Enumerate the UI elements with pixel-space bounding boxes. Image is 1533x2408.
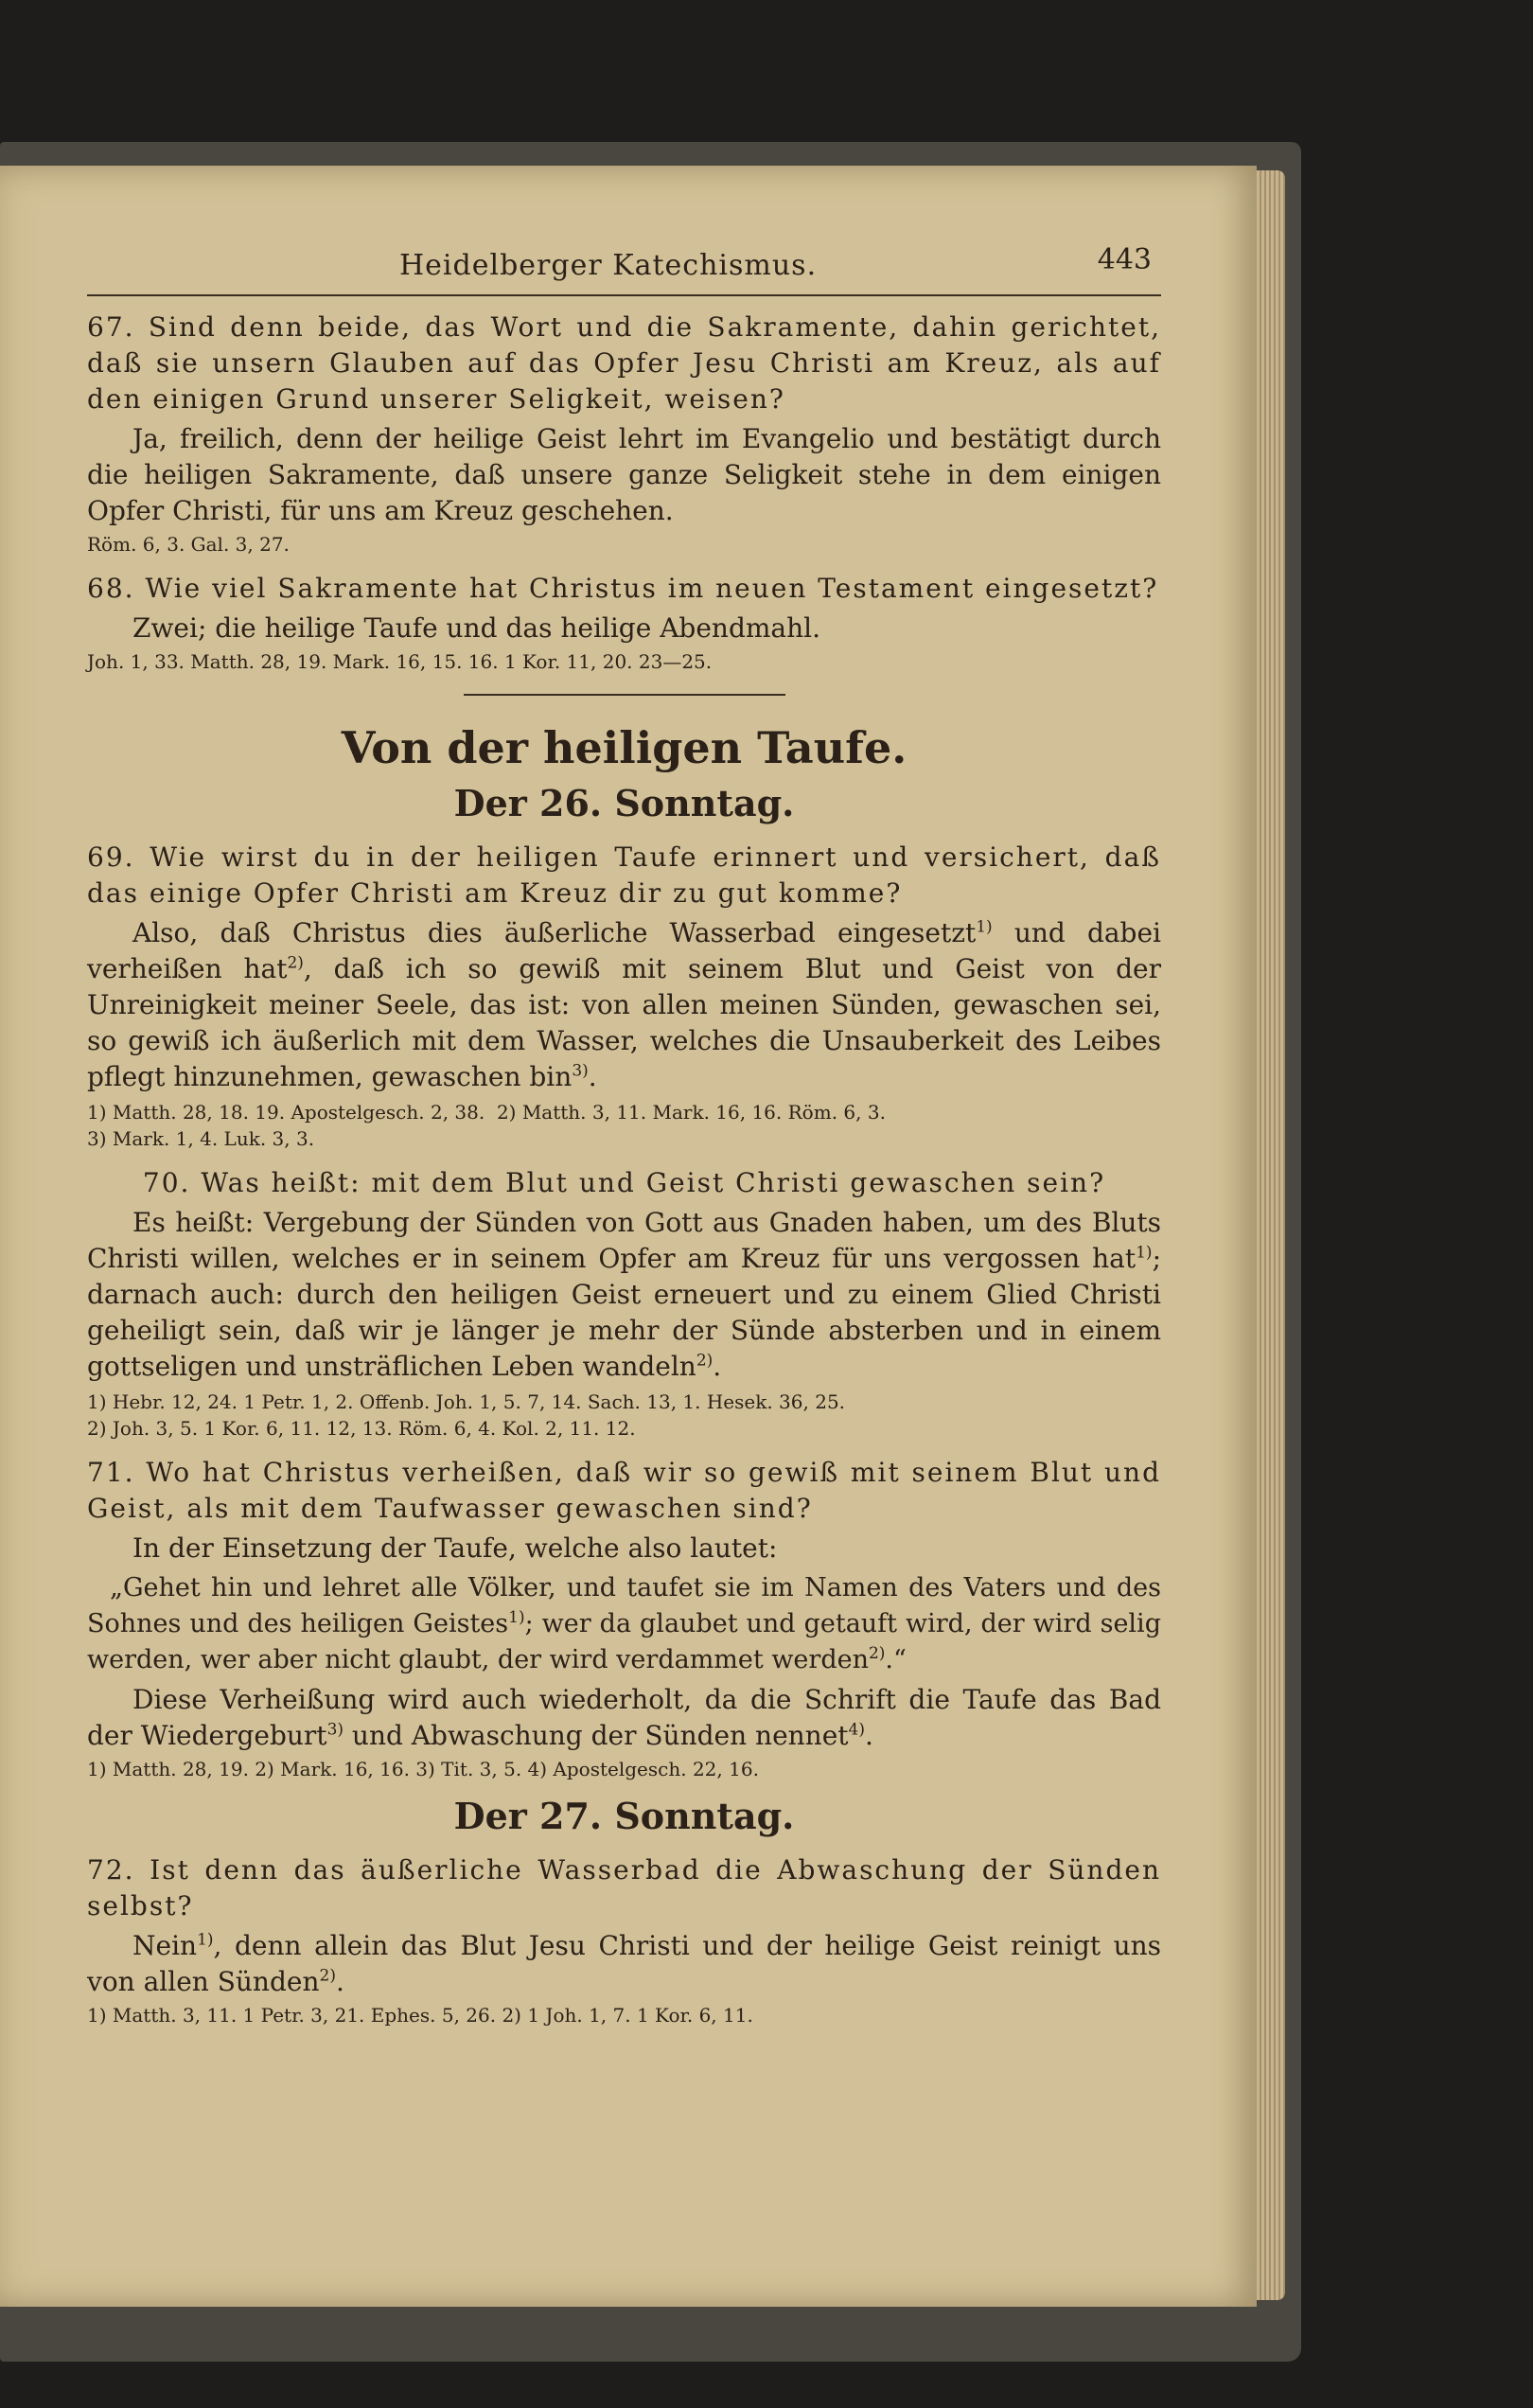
quote-text: „Gehet hin und lehret alle Völker, und taufet sie im Namen des Vaters und des Sohnes und des heiligen Geistes bbox=[87, 1573, 1161, 1638]
footnote-marker: 4) bbox=[848, 1720, 865, 1740]
references-70 bbox=[87, 1389, 1161, 1442]
references-68: Joh. 1, 33. Matth. 28, 19. Mark. 16, 15. 16. 1 Kor. 11, 20. 23—25. bbox=[87, 650, 713, 673]
answer-text: , daß ich so gewiß mit seinem Blut und Geist von der Unreinigkeit meiner Seele, das ist: von allen meinen Sünden, gewaschen sei, so gewiß ich äußerlich mit dem Wasser, welches die Unsauberkeit des Leibes pflegt hinzunehmen, gewaschen bin bbox=[87, 953, 1161, 1092]
footnote: 1) Matth. 28, 18. 19. Apostelgesch. 2, 38. bbox=[87, 1101, 485, 1124]
answer-text: Also, daß Christus dies äußerliche Wasserbad eingesetzt bbox=[132, 917, 977, 948]
question-text: Wie wirst du in der heiligen Taufe erinnert und versichert, daß das einige Opfer Christi am Kreuz dir zu gut komme? bbox=[87, 841, 1162, 909]
footnote-marker: 2) bbox=[319, 1966, 336, 1986]
question-text: Sind denn beide, das Wort und die Sakramente, dahin gerichtet, daß sie unsern Glauben auf das Opfer Jesu Christi am Kreuz, als auf den einigen Grund unserer Seligkeit, weisen? bbox=[87, 311, 1162, 415]
footnote-marker: 3) bbox=[572, 1061, 589, 1081]
section-title: Von der heiligen Taufe. bbox=[341, 722, 907, 773]
answer-68: Zwei; die heilige Taufe und das heilige Abendmahl. bbox=[132, 612, 821, 644]
sunday-heading-26: Der 26. Sonntag. bbox=[453, 782, 795, 824]
answer-text: und dabei verheißen hat bbox=[87, 917, 1162, 984]
answer-text: . bbox=[335, 1966, 344, 1997]
answer-71-intro: In der Einsetzung der Taufe, welche also lautet: bbox=[132, 1532, 778, 1564]
footnote-marker: 2) bbox=[287, 953, 304, 973]
question-68 bbox=[87, 571, 1161, 607]
scripture-quote bbox=[87, 1570, 1161, 1678]
answer-text: . bbox=[588, 1061, 597, 1092]
answer-text: . bbox=[865, 1720, 873, 1751]
page-number: 443 bbox=[1097, 243, 1152, 276]
references-69 bbox=[87, 1099, 1161, 1152]
answer-text: und Abwaschung der Sünden nennet bbox=[344, 1720, 849, 1751]
question-67 bbox=[87, 310, 1161, 417]
page-header bbox=[87, 241, 1161, 296]
answer-67: Ja, freilich, denn der heilige Geist lehrt im Evangelio und bestätigt durch die heiligen Sakramente, daß unsere ganze Seligkeit stehe in dem einigen Opfer Christi, für uns am Kreuz geschehen. bbox=[87, 423, 1161, 526]
references-71: 1) Matth. 28, 19. 2) Mark. 16, 16. 3) Tit. 3, 5. 4) Apostelgesch. 22, 16. bbox=[87, 1758, 759, 1780]
footnote-marker: 1) bbox=[508, 1608, 525, 1627]
footnote-marker: 2) bbox=[696, 1351, 714, 1371]
question-number: 72. bbox=[87, 1854, 135, 1886]
question-text: Wie viel Sakramente hat Christus im neuen Testament eingesetzt? bbox=[145, 573, 1159, 604]
answer-text: Nein bbox=[132, 1930, 198, 1961]
answer-text: Diese Verheißung wird auch wiederholt, da die Schrift die Taufe das Bad der Wiedergeburt bbox=[87, 1684, 1161, 1751]
footnote-marker: 1) bbox=[976, 917, 993, 937]
question-number: 69. bbox=[87, 841, 135, 873]
question-text: Ist denn das äußerliche Wasserbad die Abwaschung der Sünden selbst? bbox=[87, 1854, 1161, 1921]
references-67: Röm. 6, 3. Gal. 3, 27. bbox=[87, 533, 290, 556]
answer-text: . bbox=[713, 1351, 722, 1382]
footnote-marker: 3) bbox=[326, 1720, 344, 1740]
question-text: Wo hat Christus verheißen, daß wir so gewiß mit seinem Blut und Geist, als mit dem Taufwasser gewaschen sind? bbox=[87, 1457, 1161, 1524]
question-number: 68. bbox=[87, 573, 135, 604]
answer-72 bbox=[87, 1928, 1161, 2000]
answer-text: , denn allein das Blut Jesu Christi und der heilige Geist reinigt uns von allen Sünden bbox=[87, 1930, 1161, 1997]
page-content bbox=[87, 241, 1161, 2028]
footnote: 2) Joh. 3, 5. 1 Kor. 6, 11. 12, 13. Röm. 6, 4. Kol. 2, 11. 12. bbox=[87, 1417, 636, 1440]
footnote: 1) Hebr. 12, 24. 1 Petr. 1, 2. Offenb. Joh. 1, 5. 7, 14. Sach. 13, 1. Hesek. 36, 25. bbox=[87, 1390, 846, 1413]
sunday-heading-27: Der 27. Sonntag. bbox=[453, 1795, 795, 1837]
references-72: 1) Matth. 3, 11. 1 Petr. 3, 21. Ephes. 5, 26. 2) 1 Joh. 1, 7. 1 Kor. 6, 11. bbox=[87, 2004, 753, 2027]
question-70 bbox=[87, 1165, 1161, 1201]
question-text: Was heißt: mit dem Blut und Geist Christi gewaschen sein? bbox=[201, 1167, 1106, 1198]
answer-text: Es heißt: Vergebung der Sünden von Gott aus Gnaden haben, um des Bluts Christi willen, welches er in seinem Opfer am Kreuz für uns vergossen hat bbox=[87, 1207, 1161, 1274]
question-number: 71. bbox=[87, 1457, 135, 1488]
footnote-marker: 1) bbox=[197, 1930, 214, 1950]
footnote: 2) Matth. 3, 11. Mark. 16, 16. Röm. 6, 3. bbox=[496, 1101, 886, 1124]
running-title: Heidelberger Katechismus. bbox=[399, 249, 818, 282]
question-72 bbox=[87, 1852, 1161, 1924]
question-69 bbox=[87, 840, 1161, 912]
quote-text: ; wer da glaubet und getauft wird, der wird selig werden, wer aber nicht glaubt, der wird verdammet werden bbox=[87, 1609, 1161, 1674]
question-number: 70. bbox=[142, 1167, 191, 1198]
answer-text: ; darnach auch: durch den heiligen Geist erneuert und zu einem Glied Christi geheiligt sein, daß wir je länger je mehr der Sünde absterben und in einem gottseligen und unsträflichen Leben wandeln bbox=[87, 1243, 1161, 1382]
footnote-marker: 1) bbox=[1136, 1243, 1153, 1263]
question-71 bbox=[87, 1455, 1161, 1527]
section-divider bbox=[464, 694, 785, 696]
book-page bbox=[0, 166, 1257, 2307]
answer-70 bbox=[87, 1205, 1161, 1385]
footnote: 3) Mark. 1, 4. Luk. 3, 3. bbox=[87, 1127, 315, 1150]
answer-71 bbox=[87, 1682, 1161, 1754]
answer-69 bbox=[87, 915, 1161, 1095]
footnote-marker: 2) bbox=[868, 1644, 886, 1663]
quote-text: .“ bbox=[885, 1645, 907, 1674]
question-number: 67. bbox=[87, 311, 135, 343]
